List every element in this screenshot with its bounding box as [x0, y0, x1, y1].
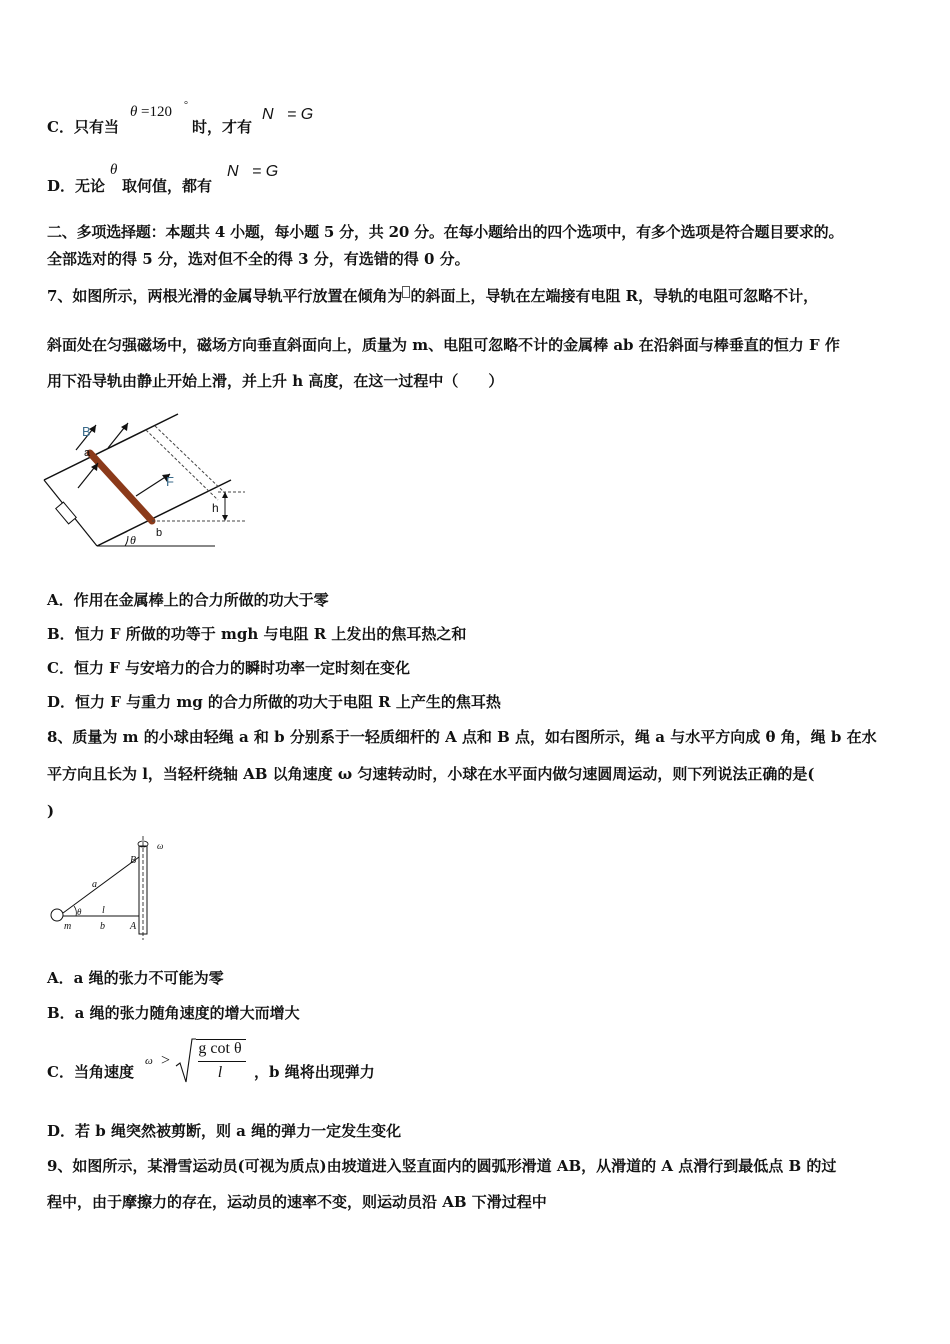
- fraction-denominator: l: [217, 1064, 223, 1081]
- q7-option-c: C．恒力 F 与安培力的合力的瞬时功率一定时刻在变化: [47, 659, 411, 677]
- q8-option-b: B．a 绳的张力随角速度的增大而增大: [47, 1004, 300, 1022]
- lower-rail: [97, 480, 231, 546]
- option-tail: ，b 绳将出现弹力: [254, 1063, 375, 1081]
- q7-text-line1-b: 的斜面上，导轨在左端接有电阻 R，导轨的电阻可忽略不计，: [410, 287, 819, 305]
- label-B: B: [82, 424, 91, 439]
- q7-text-line1-a: 7、如图所示，两根光滑的金属导轨平行放置在倾角为: [47, 287, 403, 305]
- option-label: D．无论: [47, 177, 106, 195]
- q8-option-d: D．若 b 绳突然被剪断，则 a 绳的弹力一定发生变化: [47, 1122, 402, 1140]
- q8-option-c: [47, 1036, 447, 1092]
- label-m: m: [64, 921, 72, 932]
- degree-mark: °: [184, 100, 188, 111]
- math-theta: θ: [110, 162, 118, 178]
- resistor-icon: [56, 502, 77, 524]
- label-b: b: [156, 527, 163, 539]
- label-B: B: [130, 855, 137, 866]
- math-gt: >: [161, 1052, 171, 1069]
- option-label: C．只有当: [47, 118, 119, 136]
- height-arrow-up: [222, 492, 228, 498]
- angle-arc: [125, 536, 128, 546]
- math-equals-G: = G: [287, 106, 314, 123]
- label-h: h: [212, 501, 219, 515]
- height-arrow-down: [222, 515, 228, 521]
- q8-text-line1: 8、质量为 m 的小球由轻绳 a 和 b 分别系于一轻质细杆的 A 点和 B 点，如右图所示，绳 a 与水平方向成 θ 角，绳 b 在水: [47, 728, 877, 746]
- option-label: C．当角速度: [47, 1063, 134, 1081]
- math-N: N: [262, 106, 274, 123]
- label-b: b: [100, 921, 105, 932]
- q7-option-d: D．恒力 F 与重力 mg 的合力所做的功大于电阻 R 上产生的焦耳热: [47, 693, 501, 711]
- fraction-line: [198, 1061, 246, 1062]
- math-N: N: [227, 163, 239, 180]
- metal-rod: [90, 453, 152, 521]
- q7-text-line2: 斜面处在匀强磁场中，磁场方向垂直斜面向上，质量为 m、电阻可忽略不计的金属棒 ab 在沿斜面与棒垂直的恒力 F 作: [47, 336, 840, 354]
- option-mid-text: 取何值，都有: [122, 177, 213, 195]
- label-A: A: [130, 921, 137, 932]
- upper-rail: [44, 414, 178, 480]
- option-c-prev: [47, 100, 347, 144]
- math-theta: θ: [130, 104, 138, 120]
- q8-figure: [44, 836, 179, 941]
- q7-option-a: A．作用在金属棒上的合力所做的功大于零: [47, 591, 329, 609]
- label-a: a: [92, 879, 97, 890]
- ball: [51, 909, 63, 921]
- label-theta: θ: [130, 533, 136, 547]
- q9-text-line1: 9、如图所示，某滑雪运动员(可视为质点)由坡道进入竖直面内的圆弧形滑道 AB，从滑道的 A 点滑行到最低点 B 的过: [47, 1157, 837, 1175]
- angle-arc: [74, 906, 76, 916]
- q7-text-line1: [47, 285, 818, 306]
- section-heading: 二、多项选择题：本题共 4 小题，每小题 5 分，共 20 分。在每小题给出的四个选项中，有多个选项是符合题目要求的。: [47, 223, 844, 241]
- label-F: F: [166, 474, 174, 489]
- q8-text-line3: ): [47, 802, 55, 820]
- math-equals-120: =120: [141, 104, 172, 120]
- dashed-rod-1: [146, 430, 218, 500]
- q8-option-a: A．a 绳的张力不可能为零: [47, 969, 224, 987]
- math-omega: ω: [145, 1055, 153, 1067]
- q7-figure: [40, 408, 255, 553]
- q7-option-b: B．恒力 F 所做的功等于 mgh 与电阻 R 上发出的焦耳热之和: [47, 625, 467, 643]
- q9-text-line2: 程中，由于摩擦力的存在，运动员的速率不变，则运动员沿 AB 下滑过程中: [47, 1193, 547, 1211]
- label-l: l: [102, 905, 105, 916]
- label-theta: θ: [77, 907, 82, 917]
- option-mid-text: 时，才有: [192, 118, 253, 136]
- math-equals-G: = G: [252, 163, 279, 180]
- label-a: a: [84, 447, 91, 459]
- label-omega: ω: [157, 841, 164, 851]
- q7-text-line3: 用下沿导轨由静止开始上滑，并上升 h 高度，在这一过程中（ ）: [47, 372, 504, 390]
- option-d-prev: [47, 160, 347, 200]
- q8-text-line2: 平方向且长为 l，当轻杆绕轴 AB 以角速度 ω 匀速转动时，小球在水平面内做匀速圆周运动，则下列说法正确的是(: [47, 765, 815, 783]
- section-heading-cont: 全部选对的得 5 分，选对但不全的得 3 分，有选错的得 0 分。: [47, 250, 470, 268]
- rope-a: [63, 857, 139, 913]
- fraction-numerator: g cot θ: [198, 1040, 242, 1057]
